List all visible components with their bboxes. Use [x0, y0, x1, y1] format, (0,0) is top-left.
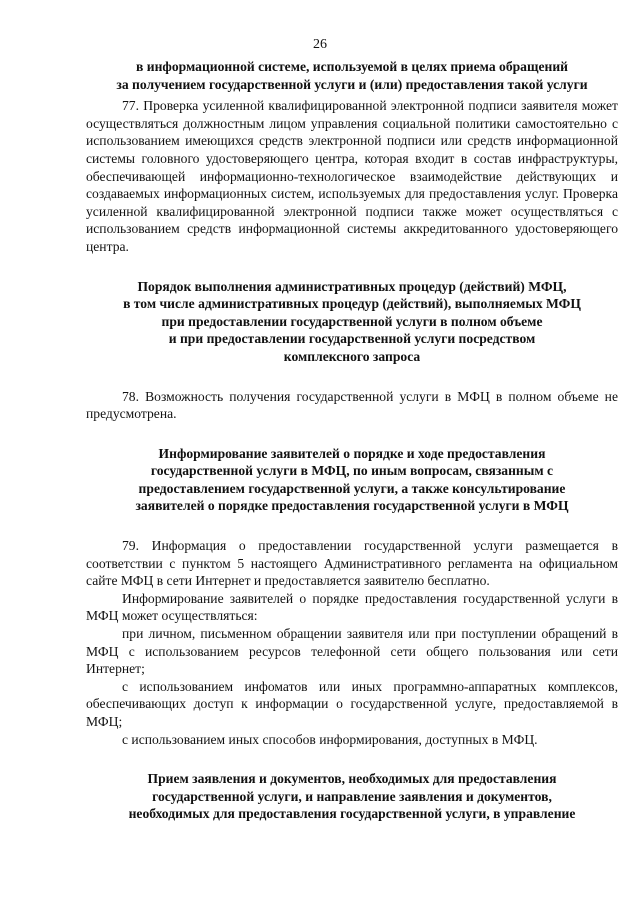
heading-line: необходимых для предоставления государственной услуги, в управление [128, 806, 576, 822]
page-content [86, 58, 618, 823]
section-heading-top [86, 58, 618, 93]
paragraph-78: 78. Возможность получения государственной услуги в МФЦ в полном объеме не предусмотрена. [86, 388, 618, 422]
heading-line: Порядок выполнения административных процедур (действий) МФЦ, [137, 278, 567, 294]
paragraph-77: 77. Проверка усиленной квалифицированной электронной подписи заявителя может осуществляться должностным лицом управления социальной политики самостоятельно с использованием имеющихся средств электронной подписи или средств информационной системы головного удостоверяющего центра, которая входит в состав инфраструктуры, обеспечивающей информационно-технологическое взаимодействие действующих и создаваемых информационных систем, используемых для предоставления услуг. Проверка усиленной квалифицированной электронной подписи также может осуществляться с использованием средств информационной системы аккредитованного удостоверяющего центра. [86, 98, 618, 254]
heading-line: и при предоставлении государственной услуги посредством [168, 331, 536, 347]
heading-line: государственной услуги, и направление заявления и документов, [152, 788, 552, 804]
heading-line: за получением государственной услуги и (или) предоставления такой услуги [116, 76, 588, 92]
heading-line: государственной услуги в МФЦ, по иным вопросам, связанным с [150, 463, 554, 479]
page-number: 26 [313, 37, 327, 52]
heading-line: заявителей о порядке предоставления государственной услуги в МФЦ [135, 498, 569, 514]
heading-line: при предоставлении государственной услуги в полном объеме [161, 313, 543, 329]
heading-line: Прием заявления и документов, необходимых для предоставления [147, 771, 557, 787]
heading-mfc-procedures [86, 278, 618, 366]
heading-line: комплексного запроса [283, 348, 421, 364]
paragraph-79: 79. Информация о предоставлении государственной услуги размещается в соответствии с пунктом 5 настоящего Административного регламента на официальном сайте МФЦ в сети Интернет и предоставляется заявителю бесплатно. [86, 538, 618, 589]
paragraph-other-methods: с использованием иных способов информирования, доступных в МФЦ. [122, 731, 538, 747]
paragraph-personal-contact: при личном, письменном обращении заявителя или при поступлении обращений в МФЦ с использованием ресурсов телефонной сети общего пользования или сети Интернет; [86, 626, 618, 677]
heading-line: в том числе административных процедур (действий), выполняемых МФЦ [123, 296, 581, 312]
heading-reception [86, 770, 618, 823]
heading-line: в информационной системе, используемой в целях приема обращений [136, 59, 568, 74]
paragraph-informing-intro: Информирование заявителей о порядке предоставления государственной услуги в МФЦ может осуществляться: [86, 590, 618, 624]
heading-informing [86, 445, 618, 515]
paragraph-infomats: с использованием инфоматов или иных программно-аппаратных комплексов, обеспечивающих доступ к информации о государственной услуге, предоставляемой в МФЦ; [86, 678, 618, 729]
heading-line: предоставлением государственной услуги, а также консультирование [138, 480, 566, 496]
heading-line: Информирование заявителей о порядке и ходе предоставления [158, 445, 546, 461]
